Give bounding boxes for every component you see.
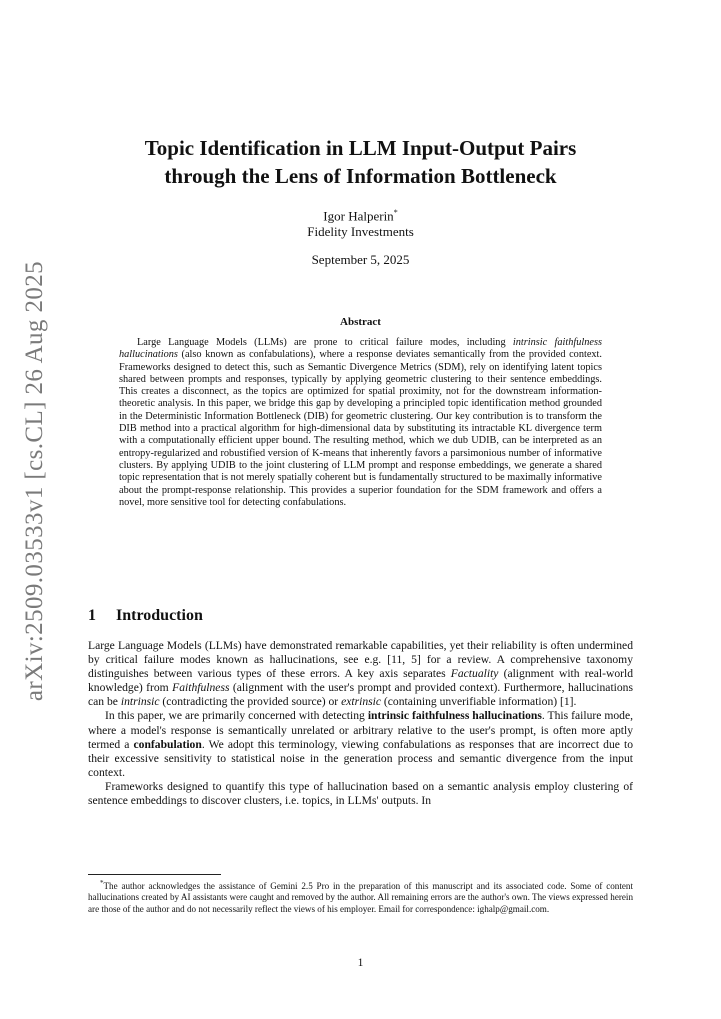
- text-run: (alignment with real-world knowledge) from: [88, 667, 633, 695]
- author-name-line: [88, 205, 633, 224]
- arxiv-identifier: arXiv:2509.03533v1 [cs.CL] 26 Aug 2025: [21, 260, 48, 702]
- footnote-divider: [88, 874, 221, 875]
- title-line-1: Topic Identification in LLM Input-Output Pairs: [144, 136, 577, 160]
- author-affiliation: Fidelity Investments: [307, 224, 414, 240]
- title-line-2: through the Lens of Information Bottleneck: [164, 164, 557, 188]
- text-run: . We adopt this terminology, viewing confabulations as responses that are incorrect due to their excessive sensitivity to statistical noise in the generation process and semantic divergence from the input context.: [88, 737, 633, 779]
- paper-title: [88, 134, 633, 190]
- text-run: (alignment with the user's prompt and provided context). Furthermore, hallucinations can be: [88, 681, 633, 709]
- section-heading: [88, 606, 203, 626]
- arxiv-sidebar-stamp: [10, 260, 60, 702]
- intro-paragraph-1: [88, 639, 633, 709]
- page-number: 1: [357, 957, 364, 969]
- footnote-mark: *: [100, 879, 104, 887]
- emphasis-intrinsic: intrinsic: [120, 695, 160, 709]
- section-number: 1: [88, 607, 96, 624]
- paper-date: September 5, 2025: [311, 252, 410, 267]
- author-name: Igor Halperin: [323, 208, 394, 224]
- abstract-paragraph: [119, 337, 602, 509]
- emphasis-factuality: Factuality: [450, 667, 499, 681]
- footnote-text: The author acknowledges the assistance of Gemini 2.5 Pro in the preparation of this manuscript and its associated code. Some of content hallucinations created by AI assistants were caught and removed by the author. All remaining errors are the author's own. The views expressed herein are those of the author and do not necessarily reflect the views of his employer. Email for correspondence: ighalp@gmail.com.: [88, 881, 633, 914]
- text-run: In this paper, we are primarily concerned with detecting: [105, 709, 368, 723]
- text-run: (contradicting the provided source) or: [159, 695, 342, 709]
- emphasis-extrinsic: extrinsic: [341, 695, 381, 709]
- abstract-text: Large Language Models (LLMs) are prone to critical failure modes, including: [137, 337, 513, 348]
- bold-term-confabulation: confabulation: [133, 737, 202, 751]
- emphasis-faithfulness: Faithfulness: [172, 681, 230, 695]
- intro-paragraph-3: Frameworks designed to quantify this type of hallucination based on a semantic analysis employ clustering of sentence embeddings to discover clusters, i.e. topics, in LLMs' outputs. In: [88, 779, 633, 808]
- footnote-paragraph: [88, 878, 633, 915]
- abstract-emphasis: intrinsic faithfulness hallucinations: [119, 337, 602, 361]
- bold-term-hallucinations: intrinsic faithfulness hallucinations: [367, 709, 542, 723]
- section-title: Introduction: [116, 607, 203, 624]
- abstract-body: [119, 337, 602, 509]
- abstract-heading: Abstract: [340, 316, 381, 328]
- footnote: [88, 878, 633, 915]
- intro-paragraph-2: [88, 709, 633, 779]
- author-block: [88, 205, 633, 240]
- text-run: (containing unverifiable information) [1].: [381, 695, 577, 709]
- author-footnote-mark: *: [393, 208, 398, 217]
- text-run: Large Language Models (LLMs) have demonstrated remarkable capabilities, yet their reliability is often undermined by critical failure modes known as hallucinations, see e.g. [11, 5] for a review. A comprehensive taxonomy distinguishes between various types of these errors. A key axis separates: [88, 639, 633, 681]
- abstract-text-rest: (also known as confabulations), where a response deviates semantically from the provided context. Frameworks designed to detect this, such as Semantic Divergence Metrics (SDM), rely on identifying latent topics shared between prompts and responses, typically by applying geometric clustering to their sentence embeddings. This creates a disconnect, as the topics are optimized for spatial proximity, not for the downstream information-theoretic analysis. In this paper, we bridge this gap by developing a principled topic identification method grounded in the Deterministic Information Bottleneck (DIB) for geometric clustering. Our key contribution is to transform the DIB method into a practical algorithm for high-dimensional data by substituting its intractable KL divergence term with a computationally efficient upper bound. The resulting method, which we dub UDIB, can be interpreted as an entropy-regularized and robustified version of K-means that inherently favors a parsimonious number of informative clusters. By applying UDIB to the joint clustering of LLM prompt and response embeddings, we generate a shared topic representation that is not merely spatially coherent but is fundamentally structured to be maximally informative about the prompt-response relationship. This provides a superior foundation for the SDM framework and offers a novel, more sensitive tool for detecting confabulations.: [119, 349, 602, 508]
- text-run: . This failure mode, where a model's response is semantically unrelated or arbitrary relative to the user's prompt, is often more aptly termed a: [88, 709, 633, 751]
- intro-body: [88, 639, 633, 808]
